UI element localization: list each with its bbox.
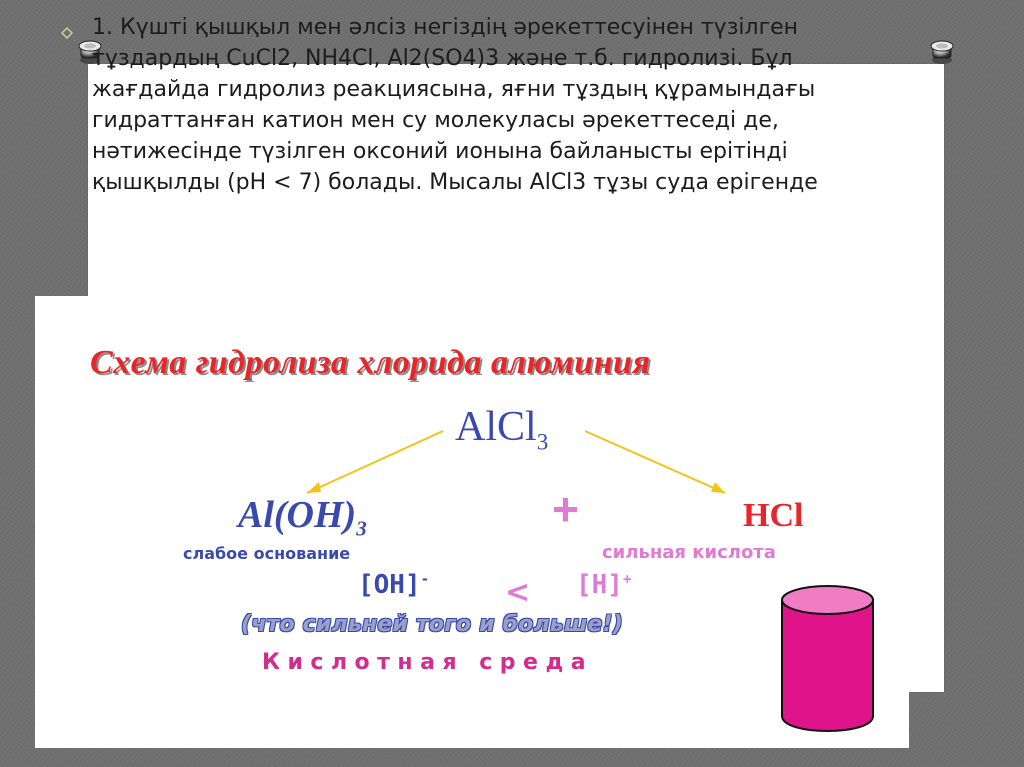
cylinder-icon: [782, 586, 873, 731]
base-label: слабое основание: [183, 544, 351, 563]
hydroxide-ion: [358, 572, 429, 598]
hydrogen-ion: [576, 572, 632, 598]
acid-formula: HCl: [743, 497, 804, 534]
hydrolysis-diagram: [35, 296, 909, 748]
acid-label: сильная кислота: [602, 542, 776, 563]
base-formula-main: Al(OH): [238, 494, 357, 536]
diagram-note: (что сильней того и больше!): [241, 612, 624, 637]
slide-body-text: 1. Күшті қышқыл мен әлсіз негіздің әрекеттесуінен түзілген тұздардың CuCl2, NH4Cl, Al2(SO4)3 және т.б. гидролизі. Бұл жағдайда гидролиз реакциясына, яғни тұздың құрамындағы гидраттанған катион мен су молекуласы әрекеттеседі де, нәтижесінде түзілген оксоний ионына байланысты ерітінді қышқылды (pH < 7) болады. Мысалы AlCl3 тұзы суда ерігенде: [92, 15, 818, 195]
base-formula-subscript: 3: [356, 516, 367, 541]
arrow-head-acid: [711, 482, 725, 493]
salt-formula-main: AlCl: [455, 404, 537, 450]
bullet-icon: [60, 26, 74, 40]
thumbtack-icon: [924, 32, 960, 68]
base-formula: [238, 496, 367, 540]
plus-sign: +: [552, 483, 579, 535]
arrow-head-base: [307, 482, 321, 493]
arrow-to-base: [307, 431, 443, 493]
hydroxide-ion-text: [OH]: [358, 570, 421, 600]
diagram-title: Схема гидролиза хлорида алюминия: [90, 344, 651, 381]
salt-formula-subscript: 3: [536, 428, 549, 455]
salt-formula: [455, 406, 548, 453]
hydroxide-ion-charge: -: [420, 571, 430, 588]
arrow-to-acid: [585, 431, 725, 493]
hydrogen-ion-charge: +: [622, 571, 632, 588]
hydrogen-ion-text: [H]: [576, 570, 623, 600]
less-than-sign: <: [505, 575, 531, 610]
medium-label: Кислотная среда: [262, 650, 594, 675]
